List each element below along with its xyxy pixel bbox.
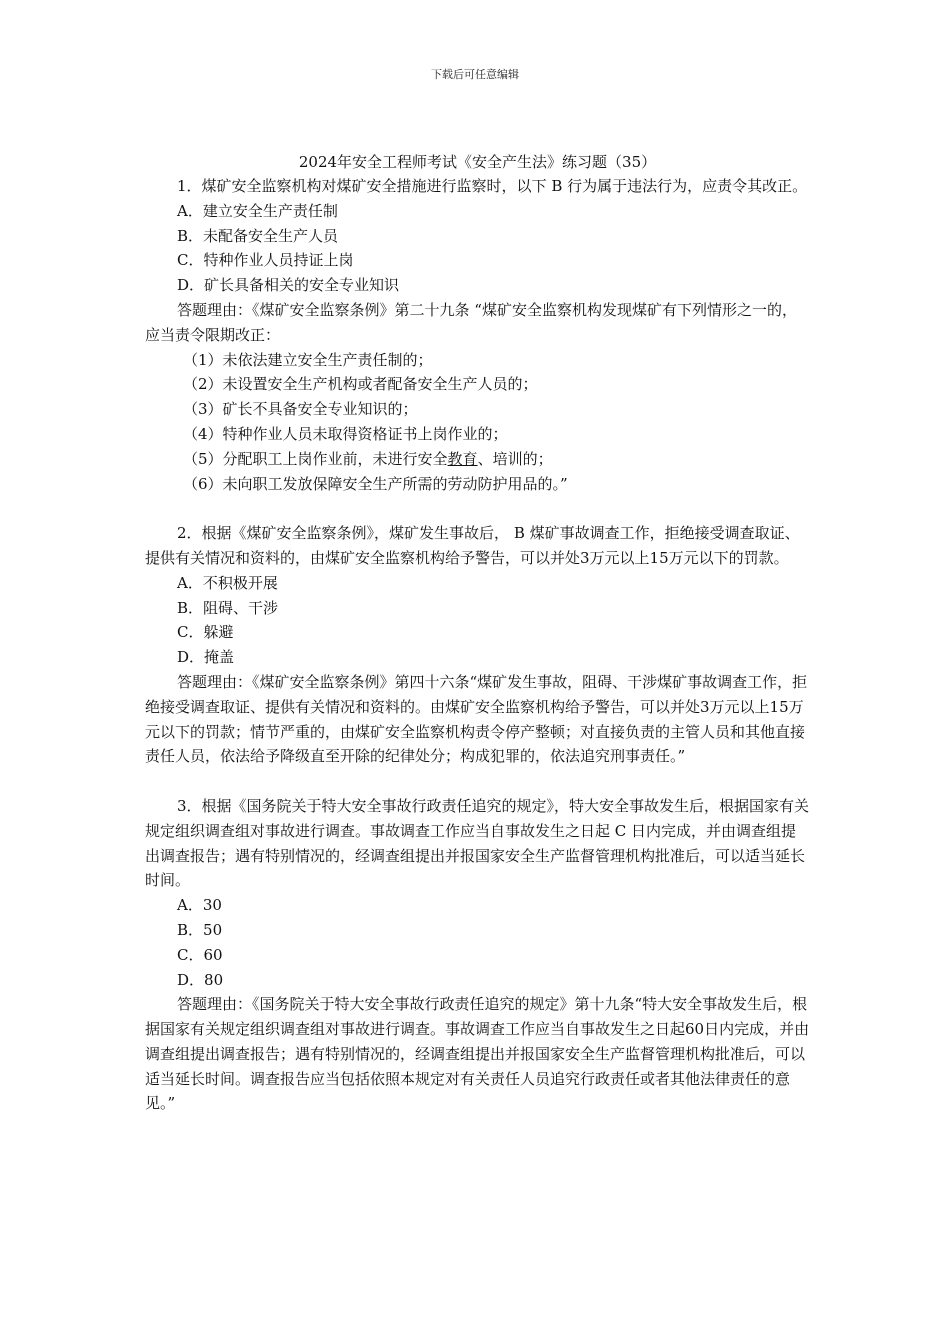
question-1-item-5-text: （5）分配职工上岗作业前，未进行安全 xyxy=(183,449,448,468)
question-1-option-c: C．特种作业人员持证上岗 xyxy=(177,251,354,270)
question-1-reason: 答题理由：《煤矿安全监察条例》第二十九条 “煤矿安全监察机构发现煤矿有下列情形之一的，应当责令限期改正： xyxy=(145,300,797,344)
question-2-option-a: A．不积极开展 xyxy=(177,573,278,592)
question-3-option-d: D．80 xyxy=(177,970,224,989)
question-1-option-a: A．建立安全生产责任制 xyxy=(177,201,338,220)
question-3-option-a: A．30 xyxy=(177,896,222,915)
question-3-option-c: C．60 xyxy=(177,945,223,964)
question-2-option-b: B．阻碍、干涉 xyxy=(177,598,279,617)
question-2-option-c: C．躲避 xyxy=(177,623,234,642)
question-1-stem: 1．煤矿安全监察机构对煤矿安全措施进行监察时，以下 B 行为属于违法行为，应责令其改正。 xyxy=(177,177,808,195)
question-1-item-5-tail: 、培训的； xyxy=(477,449,553,468)
question-1-item-5 xyxy=(145,447,810,472)
question-1-item-6: （6）未向职工发放保障安全生产所需的劳动防护用品的。” xyxy=(183,474,568,493)
question-1-item-3: （3）矿长不具备安全专业知识的； xyxy=(183,400,418,419)
question-1-item-4: （4）特种作业人员未取得资格证书上岗作业的； xyxy=(183,424,508,443)
question-2-reason: 答题理由：《煤矿安全监察条例》第四十六条“煤矿发生事故，阻碍、干涉煤矿事故调查工作，拒绝接受调查取证、提供有关情况和资料的。由煤矿安全监察机构给予警告，可以并处3万元以上15万元以下的罚款；情节严重的，由煤矿安全监察机构责令停产整顿；对直接负责的主管人员和其他直接责任人员，依法给予降级直至开除的纪律处分；构成犯罪的，依法追究刑事责任。” xyxy=(145,672,808,766)
page-header: 下载后可任意编辑 xyxy=(431,68,519,81)
spacer xyxy=(145,496,810,521)
spacer xyxy=(145,769,810,794)
question-2-stem: 2．根据《煤矿安全监察条例》，煤矿发生事故后， B 煤矿事故调查工作，拒绝接受调查取证、提供有关情况和资料的，由煤矿安全监察机构给予警告，可以并处3万元以上15万元以下的罚款。 xyxy=(145,524,800,567)
question-3-stem: 3．根据《国务院关于特大安全事故行政责任追究的规定》，特大安全事故发生后，根据国家有关规定组织调查组对事故进行调查。事故调查工作应当自事故发生之日起 C 日内完成，并由调查组提出调查报告；遇有特别情况的，经调查组提出并报国家安全生产监督管理机构批准后，可以适当延长时间。 xyxy=(145,796,810,890)
document-title: 2024年安全工程师考试《安全产生法》练习题（35） xyxy=(298,153,657,171)
question-2-option-d: D．掩盖 xyxy=(177,648,235,667)
document-body xyxy=(145,150,810,1116)
question-3-reason: 答题理由：《国务院关于特大安全事故行政责任追究的规定》第十九条“特大安全事故发生后，根据国家有关规定组织调查组对事故进行调查。事故调查工作应当自事故发生之日起60日内完成，并由调查组提出调查报告；遇有特别情况的，经调查组提出并报国家安全生产监督管理机构批准后，可以适当延长时间。调查报告应当包括依照本规定对有关责任人员追究行政责任或者其他法律责任的意见。” xyxy=(145,995,810,1113)
question-1-option-b: B．未配备安全生产人员 xyxy=(177,226,339,245)
question-1-item-2: （2）未设置安全生产机构或者配备安全生产人员的； xyxy=(183,375,538,394)
question-1-item-1: （1）未依法建立安全生产责任制的； xyxy=(183,350,433,369)
question-3-option-b: B．50 xyxy=(177,920,223,939)
question-1-item-5-underlined: 教育 xyxy=(447,449,478,468)
question-1-option-d: D．矿长具备相关的安全专业知识 xyxy=(177,276,400,295)
